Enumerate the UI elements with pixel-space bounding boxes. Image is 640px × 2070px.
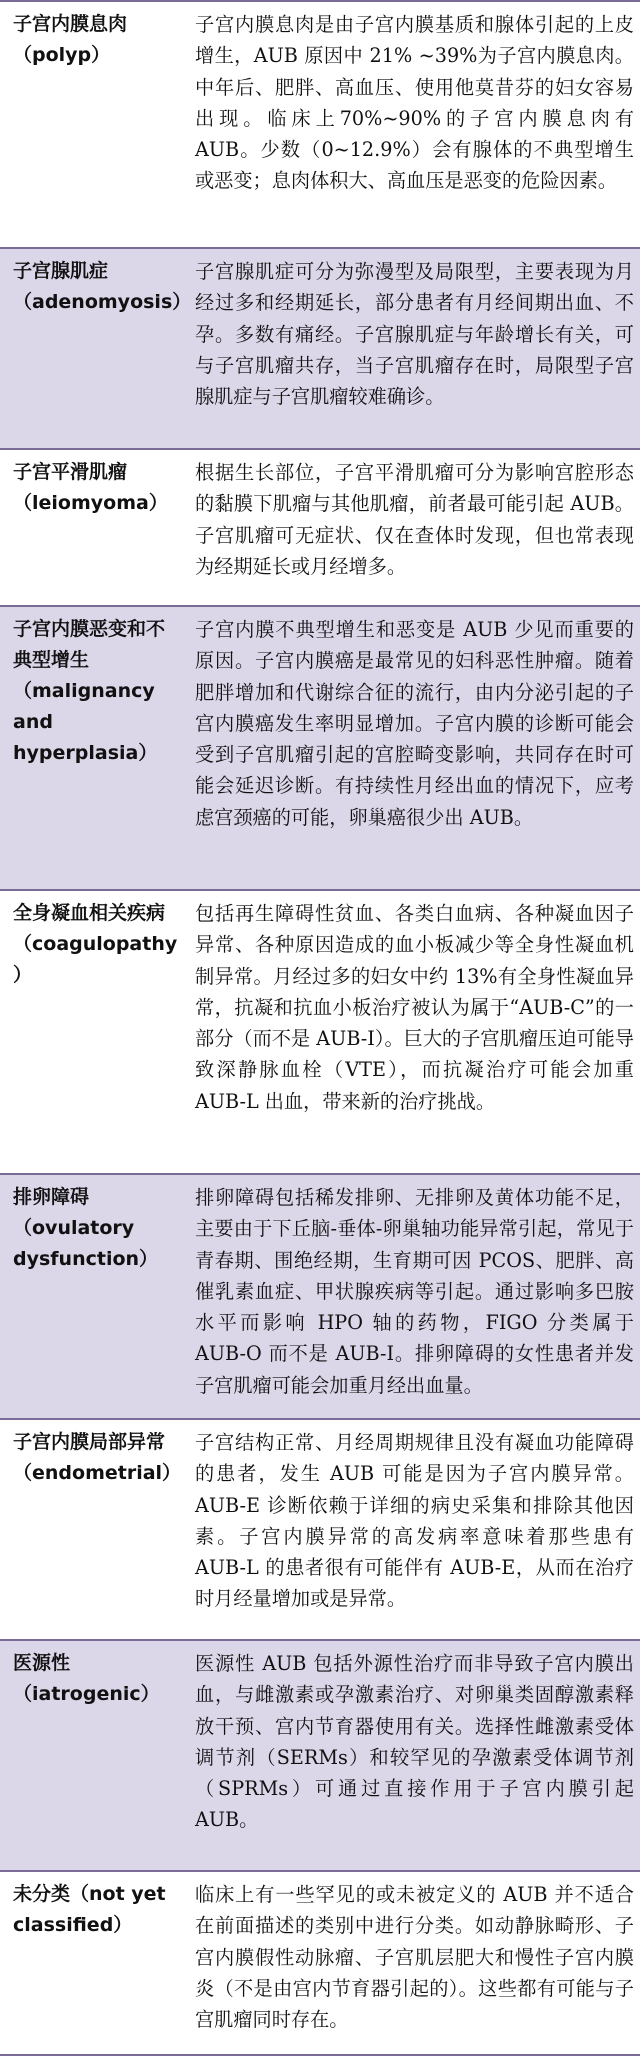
term-cell: [0, 1872, 187, 2054]
term-cell: [0, 2, 187, 247]
term-name: 子宫平滑肌瘤: [13, 461, 128, 483]
term-cell: [0, 1175, 187, 1418]
term-name: 排卵障碍: [13, 1186, 90, 1208]
table-row: [0, 1872, 640, 2056]
term-english: （coagulopathy）: [13, 933, 178, 986]
table-row: [0, 1175, 640, 1420]
term-cell: [0, 1641, 187, 1870]
term-english: （adenomyosis）: [13, 291, 192, 313]
term-english: （leiomyoma）: [13, 492, 168, 514]
description-cell: 医源性 AUB 包括外源性治疗而非导致子宫内膜出血，与雌激素或孕激素治疗、对卵巢类固醇激素释放干预、宫内节育器使用有关。选择性雌激素受体调节剂（SERMs）和较罕见的孕激素受体调节剂（SPRMs）可通过直接作用于子宫内膜引起 AUB。: [195, 1652, 634, 1832]
term-name: 未分类（not yet classified）: [13, 1883, 166, 1936]
term-english: （endometrial）: [13, 1462, 182, 1484]
term-english: （polyp）: [13, 44, 111, 66]
description-cell: 子宫结构正常、月经周期规律且没有凝血功能障碍的患者，发生 AUB 可能是因为子宫内膜异常。AUB-E 诊断依赖于详细的病史采集和排除其他因素。子宫内膜异常的高发病率意味着那些患有 AUB-L 的患者很有可能伴有 AUB-E，从而在治疗时月经量增加或是异常。: [195, 1431, 634, 1611]
term-name: 子宫内膜局部异常: [13, 1431, 166, 1453]
term-cell: [0, 249, 192, 448]
description-cell: 子宫内膜不典型增生和恶变是 AUB 少见而重要的原因。子宫内膜癌是最常见的妇科恶性肿瘤。随着肥胖增加和代谢综合征的流行，由内分泌引起的子宫内膜癌发生率明显增加。子宫内膜的诊断可能会受到子宫肌瘤引起的宫腔畸变影响，共同存在时可能会延迟诊断。有持续性月经出血的情况下，应考虑宫颈癌的可能，卵巢癌很少出 AUB。: [195, 618, 634, 829]
term-name: 子宫腺肌症: [13, 260, 109, 282]
term-cell: [0, 450, 187, 605]
description-cell: 根据生长部位，子宫平滑肌瘤可分为影响宫腔形态的黏膜下肌瘤与其他肌瘤，前者最可能引起 AUB。子宫肌瘤可无症状、仅在查体时发现，但也常表现为经期延长或月经增多。: [195, 461, 634, 578]
term-name: 子宫内膜息肉: [13, 13, 128, 35]
table-row: [0, 1420, 640, 1641]
description-cell: 排卵障碍包括稀发排卵、无排卵及黄体功能不足，主要由于下丘脑-垂体-卵巢轴功能异常引起，常见于青春期、围绝经期，生育期可因 PCOS、肥胖、高催乳素血症、甲状腺疾病等引起。通过影响多巴胺水平而影响 HPO 轴的药物，FIGO 分类属于 AUB-O 而不是 AUB-I。排卵障碍的女性患者并发子宫肌瘤可能会加重月经出血量。: [195, 1186, 634, 1397]
term-name: 医源性: [13, 1652, 71, 1674]
table-row: [0, 891, 640, 1175]
term-cell: [0, 1420, 187, 1639]
table-row: [0, 1641, 640, 1872]
term-english: （iatrogenic）: [13, 1683, 160, 1705]
description-cell: 临床上有一些罕见的或未被定义的 AUB 并不适合在前面描述的类别中进行分类。如动静脉畸形、子宫内膜假性动脉瘤、子宫肌层肥大和慢性子宫内膜炎（不是由宫内节育器引起的）。这些都有可能与子宫肌瘤同时存在。: [195, 1883, 634, 2032]
term-cell: [0, 607, 187, 889]
table-row: [0, 607, 640, 891]
term-cell: [0, 891, 187, 1173]
table-row: [0, 2, 640, 249]
term-english: （malignancy and hyperplasia）: [13, 680, 158, 764]
table-row: [0, 450, 640, 607]
term-name: 全身凝血相关疾病: [13, 902, 166, 924]
description-cell: 子宫腺肌症可分为弥漫型及局限型，主要表现为月经过多和经期延长，部分患者有月经间期出血、不孕。多数有痛经。子宫腺肌症与年龄增长有关，可与子宫肌瘤共存，当子宫肌瘤存在时，局限型子宫腺肌症与子宫肌瘤较难确诊。: [195, 260, 634, 409]
table-row: [0, 249, 640, 450]
term-english: （ovulatory dysfunction）: [13, 1217, 159, 1270]
description-cell: 包括再生障碍性贫血、各类白血病、各种凝血因子异常、各种原因造成的血小板减少等全身性凝血机制异常。月经过多的妇女中约 13%有全身性凝血异常，抗凝和抗血小板治疗被认为属于“AUB-C”的一部分（而不是 AUB-I）。巨大的子宫肌瘤压迫可能导致深静脉血栓（VTE），而抗凝治疗可能会加重 AUB-L 出血，带来新的治疗挑战。: [195, 902, 634, 1113]
term-name: 子宫内膜恶变和不典型增生: [13, 618, 166, 671]
description-cell: 子宫内膜息肉是由子宫内膜基质和腺体引起的上皮增生，AUB 原因中 21% ~39%为子宫内膜息肉。中年后、肥胖、高血压、使用他莫昔芬的妇女容易出现。临床上70%~90%的子宫内膜息肉有 AUB。少数（0~12.9%）会有腺体的不典型增生或恶变；息肉体积大、高血压是恶变的危险因素。: [195, 13, 634, 193]
